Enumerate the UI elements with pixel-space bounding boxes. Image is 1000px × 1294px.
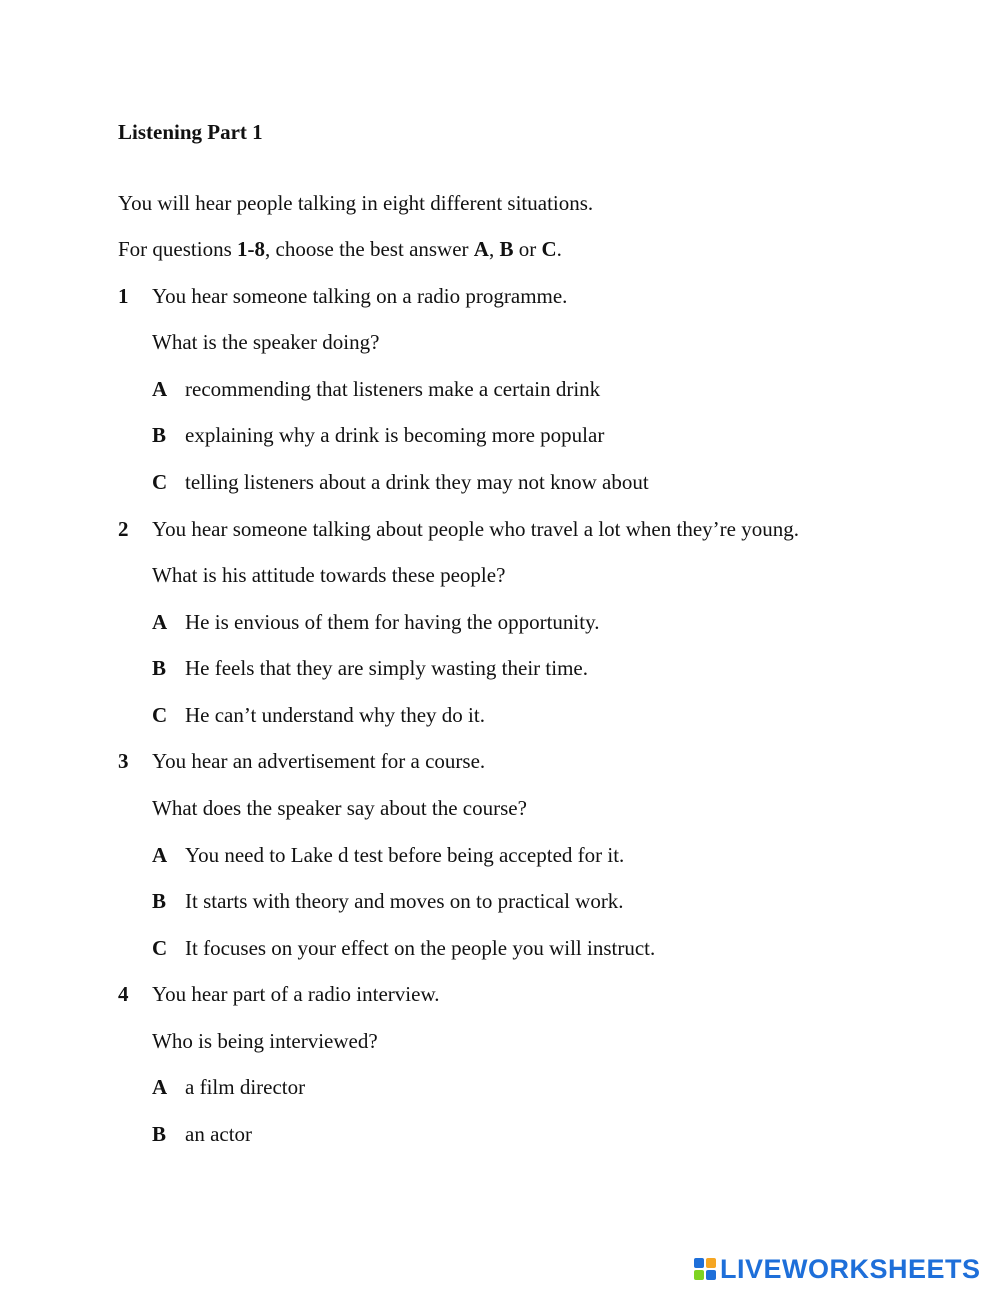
question-context: You hear someone talking about people who travel a lot when they’re young.: [152, 517, 799, 541]
option-text[interactable]: explaining why a drink is becoming more popular: [185, 423, 605, 447]
option-letter[interactable]: B: [152, 889, 167, 913]
question-context: You hear part of a radio interview.: [152, 982, 440, 1006]
intro-situations: You will hear people talking in eight different situations.: [118, 191, 594, 215]
question-prompt: What is the speaker doing?: [152, 330, 380, 354]
question-number: 4: [118, 982, 129, 1006]
option-letter[interactable]: A: [152, 843, 168, 867]
option-letter[interactable]: B: [152, 1122, 167, 1146]
option-text[interactable]: It focuses on your effect on the people you will instruct.: [185, 936, 656, 960]
option-text[interactable]: an actor: [185, 1122, 253, 1146]
question-context: You hear someone talking on a radio programme.: [152, 284, 568, 308]
question-prompt: What is his attitude towards these people?: [152, 563, 506, 587]
option-letter[interactable]: A: [152, 610, 168, 634]
option-text[interactable]: He feels that they are simply wasting their time.: [185, 656, 588, 680]
question-prompt: Who is being interviewed?: [152, 1029, 378, 1053]
option-letter[interactable]: C: [152, 703, 168, 727]
question-number: 2: [118, 517, 129, 541]
logo-text: LIVEWORKSHEETS: [720, 1253, 981, 1284]
question-context: You hear an advertisement for a course.: [152, 749, 486, 773]
option-text[interactable]: It starts with theory and moves on to practical work.: [185, 889, 624, 913]
question-prompt: What does the speaker say about the course?: [152, 796, 527, 820]
option-text[interactable]: He can’t understand why they do it.: [185, 703, 485, 727]
option-text[interactable]: a film director: [185, 1075, 306, 1099]
option-letter[interactable]: C: [152, 470, 168, 494]
option-text[interactable]: He is envious of them for having the opportunity.: [185, 610, 600, 634]
page-title: Listening Part 1: [118, 120, 263, 144]
question-number: 1: [118, 284, 129, 308]
option-letter[interactable]: B: [152, 423, 167, 447]
liveworksheets-logo: [694, 1254, 981, 1284]
option-text[interactable]: telling listeners about a drink they may not know about: [185, 470, 649, 494]
option-letter[interactable]: A: [152, 377, 168, 401]
option-letter[interactable]: C: [152, 936, 168, 960]
logo-mark-icon: [694, 1258, 716, 1280]
question-number: 3: [118, 749, 129, 773]
option-letter[interactable]: B: [152, 656, 167, 680]
option-letter[interactable]: A: [152, 1075, 168, 1099]
option-text[interactable]: recommending that listeners make a certain drink: [185, 377, 601, 401]
option-text[interactable]: You need to Lake d test before being accepted for it.: [185, 843, 625, 867]
intro-instructions: For questions 1-8, choose the best answer A, B or C.: [118, 237, 562, 261]
